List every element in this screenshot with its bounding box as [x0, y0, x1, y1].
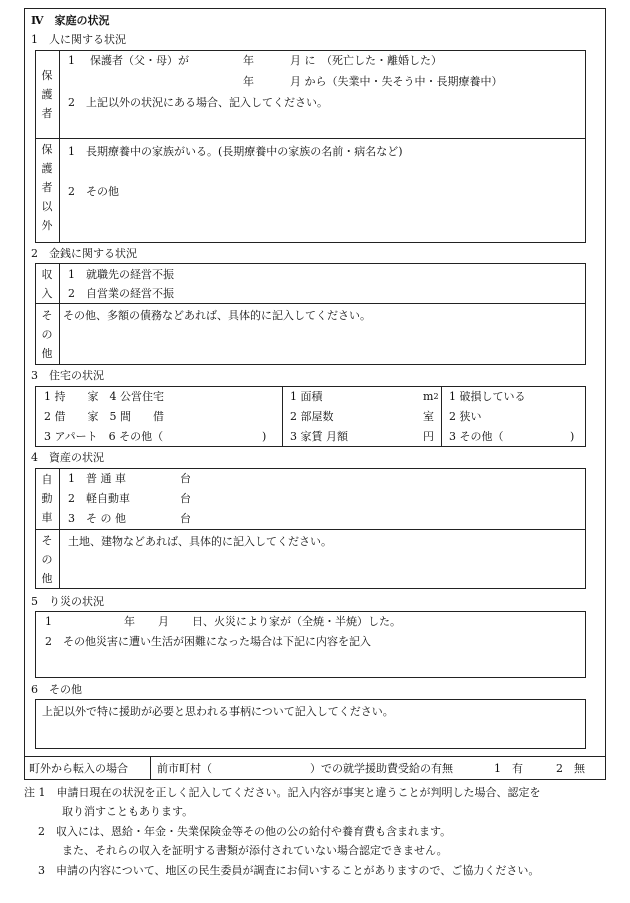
s6-heading: 6 その他 — [31, 683, 82, 696]
g-line1-num: 1 — [68, 54, 75, 67]
i-line1: 1 就職先の経営不振 — [68, 268, 174, 281]
note-1a: 注 1 申請日現在の状況を正しく記入してください。記入内容が事実と違うことが判明した場合、認定を — [24, 786, 541, 799]
car-unit-2: 台 — [180, 492, 191, 505]
housing-type-close: ) — [262, 430, 267, 443]
transfer-option-yes: 1 有 — [494, 762, 523, 775]
g-line1-nen: 年 — [243, 54, 254, 67]
car-unit-3: 台 — [180, 512, 191, 525]
car-2: 2 軽自動車 — [68, 492, 130, 505]
disaster-l1-num: 1 — [45, 615, 52, 628]
note-3: 3 申請の内容について、地区の民生委員が調査にお伺いすることがありますので、ご協力ください。 — [38, 864, 540, 877]
g-line3: 2 上記以外の状況にある場合、記入してください。 — [68, 96, 328, 109]
s3-heading: 3 住宅の状況 — [31, 369, 104, 382]
g-line2-month: 月 から（失業中・失そう中・長期療養中） — [290, 75, 503, 88]
disaster-l1-month: 月 — [158, 615, 169, 628]
rooms-unit: 室 — [423, 410, 434, 423]
guardian-label: 保護者 — [41, 69, 53, 120]
housing-rooms: 2 部屋数 — [290, 410, 334, 423]
note-2b: また、それらの収入を証明する書類が添付されていない場合認定できません。 — [62, 844, 448, 857]
housing-type-2: 2 借 家 5 間 借 — [44, 410, 164, 423]
asset-other-label: その他 — [41, 534, 53, 585]
housing-cond-3: 3 その他（ — [449, 430, 504, 443]
housing-type-1: 1 持 家 4 公営住宅 — [44, 390, 164, 403]
i-line2: 2 自営業の経営不振 — [68, 287, 174, 300]
g-line2-nen: 年 — [243, 75, 254, 88]
disaster-l2: 2 その他災害に遭い生活が困難になった場合は下記に内容を記入 — [45, 635, 371, 648]
o-line1: 1 長期療養中の家族がいる。(長期療養中の家族の名前・病名など) — [68, 145, 403, 158]
housing-area: 1 面積 — [290, 390, 323, 403]
car-label: 自動車 — [41, 473, 53, 524]
section-title: Ⅳ 家庭の状況 — [31, 14, 110, 27]
housing-cond-2: 2 狭い — [449, 410, 482, 423]
s2-heading: 2 金銭に関する状況 — [31, 247, 137, 260]
s4-heading: 4 資産の状況 — [31, 451, 104, 464]
note-1b: 取り消すこともあります。 — [62, 805, 194, 818]
housing-cond-close: ) — [570, 430, 575, 443]
g-line1-text: 保護者（父・母）が — [90, 54, 189, 67]
other-person-label: 保護者以外 — [41, 143, 53, 232]
g-line1-month: 月 に （死亡した・離婚した） — [290, 54, 442, 67]
income-label: 収入 — [41, 268, 53, 300]
housing-rent: 3 家賃 月額 — [290, 430, 348, 443]
s1-heading: 1 人に関する状況 — [31, 33, 126, 46]
housing-type-3: 3 アパート 6 その他（ — [44, 430, 164, 443]
note-2a: 2 収入には、恩給・年金・失業保険金等その他の公の給付や養育費も含まれます。 — [38, 825, 452, 838]
o-line2: 2 その他 — [68, 185, 119, 198]
car-1: 1 普 通 車 — [68, 472, 126, 485]
transfer-label: 町外から転入の場合 — [29, 762, 128, 775]
rent-unit: 円 — [423, 430, 434, 443]
money-other-label: その他 — [41, 309, 53, 360]
money-other-text: その他、多額の債務などあれば、具体的に記入してください。 — [63, 309, 371, 322]
transfer-option-no: 2 無 — [556, 762, 585, 775]
area-unit: $m^2$ — [423, 390, 439, 403]
s6-text: 上記以外で特に援助が必要と思われる事柄について記入してください。 — [42, 705, 394, 718]
transfer-divider — [24, 756, 606, 757]
transfer-prefix: 前市町村（ — [157, 762, 212, 775]
car-unit-1: 台 — [180, 472, 191, 485]
car-3: 3 そ の 他 — [68, 512, 126, 525]
disaster-l1-year: 年 — [124, 615, 135, 628]
disaster-l1-rest: 日、火災により家が（全焼・半焼）した。 — [192, 615, 401, 628]
s5-heading: 5 り災の状況 — [31, 595, 104, 608]
asset-other-text: 土地、建物などあれば、具体的に記入してください。 — [68, 535, 332, 548]
transfer-suffix: ）での就学援助費受給の有無 — [310, 762, 453, 775]
housing-cond-1: 1 破損している — [449, 390, 526, 403]
